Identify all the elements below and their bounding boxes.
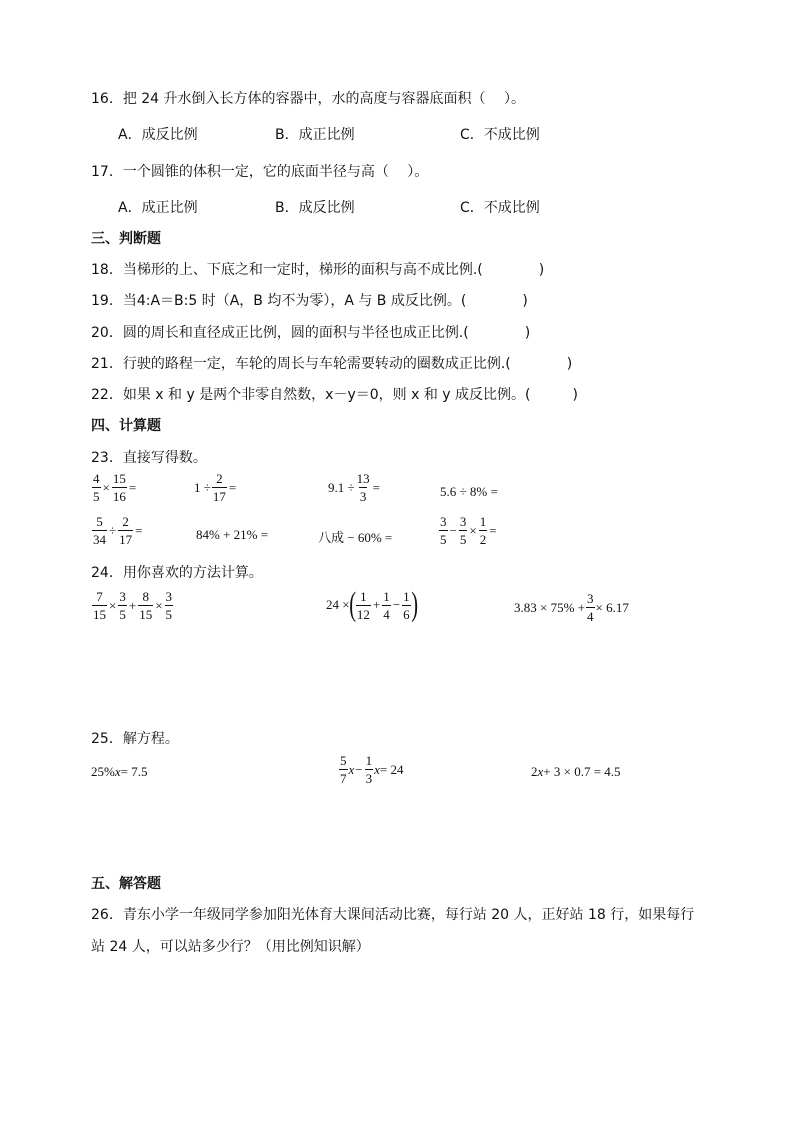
fraction: $\frac{5}{7}$: [340, 753, 347, 786]
fraction: $\frac{1}{6}$: [403, 588, 410, 622]
q22-stem: 22．如果 x 和 y 是两个非零自然数，x－y＝0，则 x 和 y 成反比例。( ): [91, 387, 578, 403]
q25-equation-2: $\frac{5}{7}$ x − $\frac{1}{3}$ x = 24: [340, 753, 404, 786]
q24-expr-3: 3.83 × 75% + $\frac{3}{4}$ × 6.17: [514, 591, 629, 624]
q23-expr-7: 八成 − 60% =: [318, 530, 393, 545]
q23-expr-6: 84% + 21% =: [196, 527, 269, 542]
fraction: $\frac{2}{17}$: [212, 471, 226, 504]
fraction: $\frac{7}{15}$: [93, 589, 106, 622]
fraction: $\frac{1}{2}$: [479, 514, 487, 547]
fraction: $\frac{3}{5}$: [119, 589, 126, 622]
fraction: $\frac{3}{4}$: [587, 591, 594, 624]
fraction: $\frac{8}{15}$: [139, 589, 153, 622]
q25-equation-1: 25% x = 7.5: [91, 764, 148, 779]
q23-expr-1: $\frac{4}{5}$ × $\frac{15}{16}$ =: [93, 471, 137, 504]
q24-stem: 24．用你喜欢的方法计算。: [91, 565, 263, 581]
fraction: $\frac{3}{5}$: [165, 589, 173, 622]
q24-expr-2: 24 × ( $\frac{1}{12}$ + $\frac{1}{4}$ − $\frac{1}{6}$ ): [326, 586, 418, 623]
fraction: $\frac{15}{16}$: [112, 471, 126, 504]
q25-equation-3: 2 x + 3 × 0.7 = 4.5: [531, 764, 621, 779]
q23-expr-5: $\frac{5}{34}$ ÷ $\frac{2}{17}$ =: [93, 514, 143, 547]
q18-stem: 18．当梯形的上、下底之和一定时，梯形的面积与高不成比例.( ): [91, 262, 545, 278]
q21-stem: 21．行驶的路程一定，车轮的周长与车轮需要转动的圈数成正比例.( ): [91, 356, 573, 372]
q26-line-2: 站 24 人，可以站多少行？（用比例知识解）: [91, 939, 370, 955]
q23-expr-4: 5.6 ÷ 8% =: [440, 484, 498, 499]
q16-option-a[interactable]: A．成反比例: [118, 127, 198, 143]
q20-stem: 20．圆的周长和直径成正比例，圆的面积与半径也成正比例.( ): [91, 325, 531, 341]
fraction: $\frac{13}{3}$: [356, 471, 370, 504]
left-paren: (: [348, 586, 356, 623]
q16-option-b[interactable]: B．成正比例: [275, 127, 355, 143]
right-paren: ): [410, 586, 418, 623]
q17-option-a[interactable]: A．成正比例: [118, 200, 198, 216]
q25-stem: 25．解方程。: [91, 731, 179, 747]
q17-stem: 17．一个圆锥的体积一定，它的底面半径与高（ ）。: [91, 164, 429, 180]
q17-option-b[interactable]: B．成反比例: [275, 200, 355, 216]
fraction: $\frac{1}{3}$: [365, 753, 373, 786]
q23-expr-8: $\frac{3}{5}$ − $\frac{3}{5}$ × $\frac{1}{2}$ =: [440, 514, 497, 547]
fraction: $\frac{5}{34}$: [93, 514, 106, 547]
q23-stem: 23．直接写得数。: [91, 450, 207, 466]
section-4-title: 四、计算题: [91, 418, 161, 434]
section-3-title: 三、判断题: [91, 231, 161, 247]
q16-option-c[interactable]: C．不成比例: [460, 127, 540, 143]
fraction: $\frac{1}{4}$: [383, 588, 390, 622]
q23-expr-3: 9.1 ÷ $\frac{13}{3}$ =: [328, 471, 380, 504]
q23-expr-2: 1 ÷ $\frac{2}{17}$ =: [194, 471, 237, 504]
section-5-title: 五、解答题: [91, 876, 161, 892]
fraction: $\frac{3}{5}$: [459, 514, 467, 547]
q16-stem: 16．把 24 升水倒入长方体的容器中，水的高度与容器底面积（ ）。: [91, 91, 525, 107]
fraction: $\frac{3}{5}$: [440, 514, 447, 547]
q26-line-1: 26．青东小学一年级同学参加阳光体育大课间活动比赛，每行站 20 人，正好站 18 行，如果每行: [91, 907, 695, 923]
q17-option-c[interactable]: C．不成比例: [460, 200, 540, 216]
fraction: $\frac{1}{12}$: [356, 588, 370, 622]
q19-stem: 19．当4:A＝B:5 时（A，B 均不为零），A 与 B 成反比例。( ): [91, 293, 528, 309]
fraction: $\frac{2}{17}$: [119, 514, 133, 547]
q24-expr-1: $\frac{7}{15}$ × $\frac{3}{5}$ + $\frac{8}{15}$ × $\frac{3}{5}$: [93, 589, 173, 622]
fraction: $\frac{4}{5}$: [93, 471, 100, 504]
